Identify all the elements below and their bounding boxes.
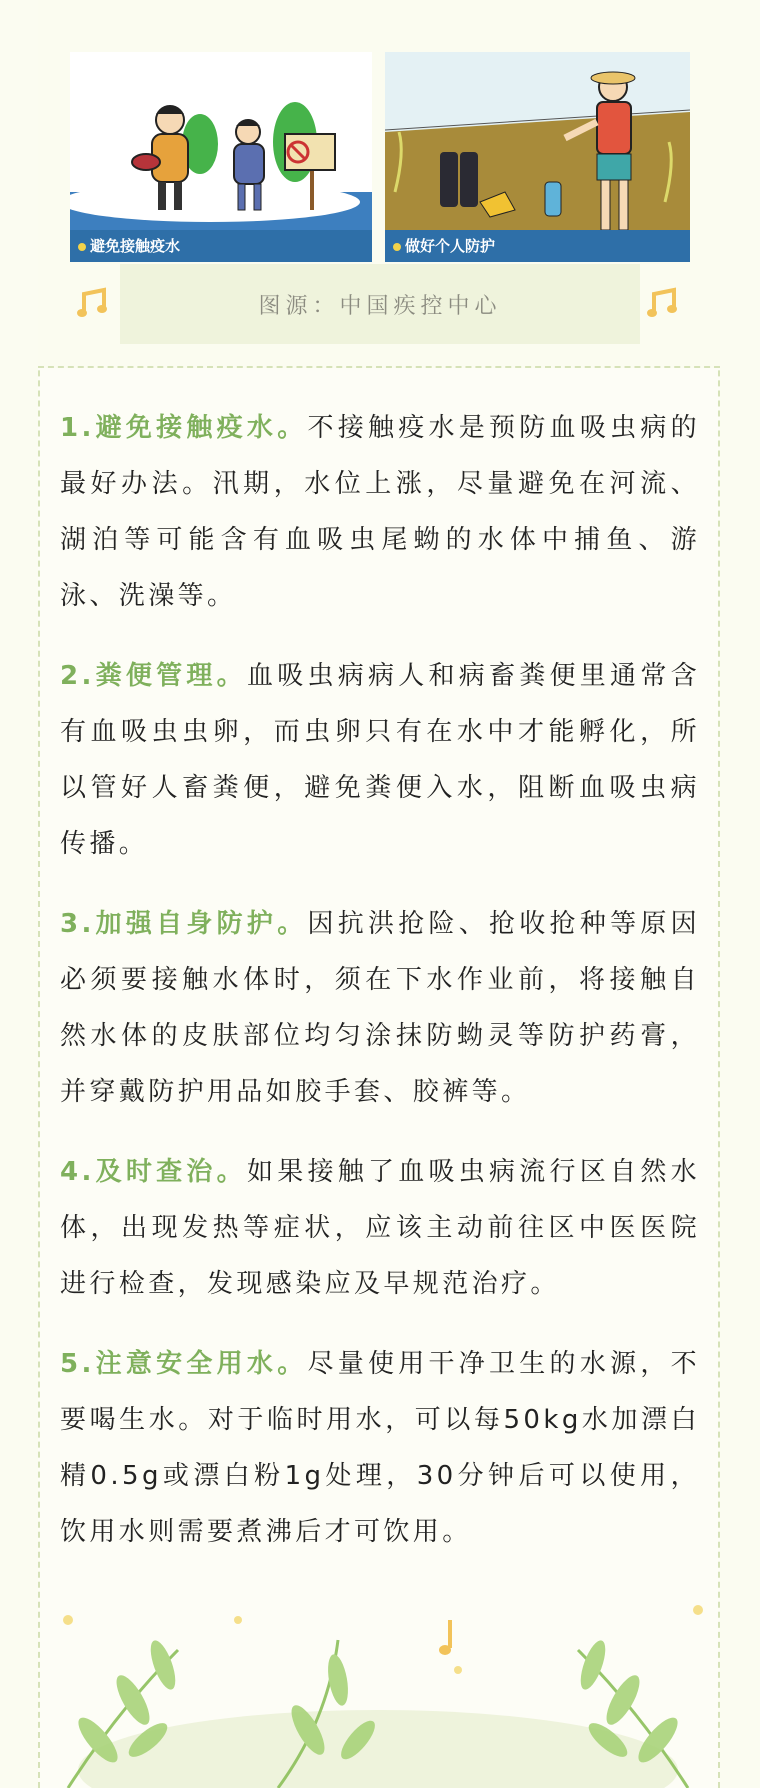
section-2 <box>60 648 700 872</box>
section-3 <box>60 896 700 1120</box>
section-heading: 3.加强自身防护。 <box>60 909 308 939</box>
article-content <box>60 400 700 1584</box>
bullet-dot-icon <box>78 243 86 251</box>
section-heading: 1.避免接触疫水。 <box>60 413 308 443</box>
bullet-dot-icon <box>393 243 401 251</box>
section-1 <box>60 400 700 624</box>
section-4 <box>60 1144 700 1312</box>
section-5 <box>60 1336 700 1560</box>
image-caption <box>70 230 372 262</box>
music-note-icon <box>646 286 680 320</box>
section-text: 因抗洪抢险、抢收抢种等原因必须要接触水体时，须在下水作业前，将接触自然水体的皮肤部位均匀涂抹防蚴灵等防护药膏，并穿戴防护用品如胶手套、胶裤等。 <box>60 909 701 1107</box>
section-text: 不接触疫水是预防血吸虫病的最好办法。汛期，水位上涨，尽量避免在河流、湖泊等可能含有血吸虫尾蚴的水体中捕鱼、游泳、洗澡等。 <box>60 413 701 611</box>
music-note-icon <box>76 286 110 320</box>
image-source-caption <box>120 264 640 344</box>
image-caption <box>385 230 690 262</box>
illustration-avoid-water <box>70 52 372 262</box>
leaf-decoration-art <box>38 1570 720 1788</box>
image-caption-text: 做好个人防护 <box>405 237 496 255</box>
section-text: 血吸虫病病人和病畜粪便里通常含有血吸虫虫卵，而虫卵只有在水中才能孵化，所以管好人畜粪便，避免粪便入水，阻断血吸虫病传播。 <box>60 661 700 859</box>
section-text: 如果接触了血吸虫病流行区自然水体，出现发热等症状，应该主动前往区中医医院进行检查，发现感染应及早规范治疗。 <box>60 1157 700 1299</box>
section-text: 尽量使用干净卫生的水源，不要喝生水。对于临时用水，可以每50kg水加漂白精0.5g或漂白粉1g处理，30分钟后可以使用，饮用水则需要煮沸后才可饮用。 <box>60 1349 701 1547</box>
leaf-decoration <box>38 1570 720 1788</box>
image-caption-text: 避免接触疫水 <box>90 237 181 255</box>
illustration-protection <box>385 52 690 262</box>
section-heading: 2.粪便管理。 <box>60 661 247 691</box>
section-heading: 4.及时查治。 <box>60 1157 247 1187</box>
source-caption-text: 图源：中国疾控中心 <box>258 293 502 319</box>
section-heading: 5.注意安全用水。 <box>60 1349 308 1379</box>
